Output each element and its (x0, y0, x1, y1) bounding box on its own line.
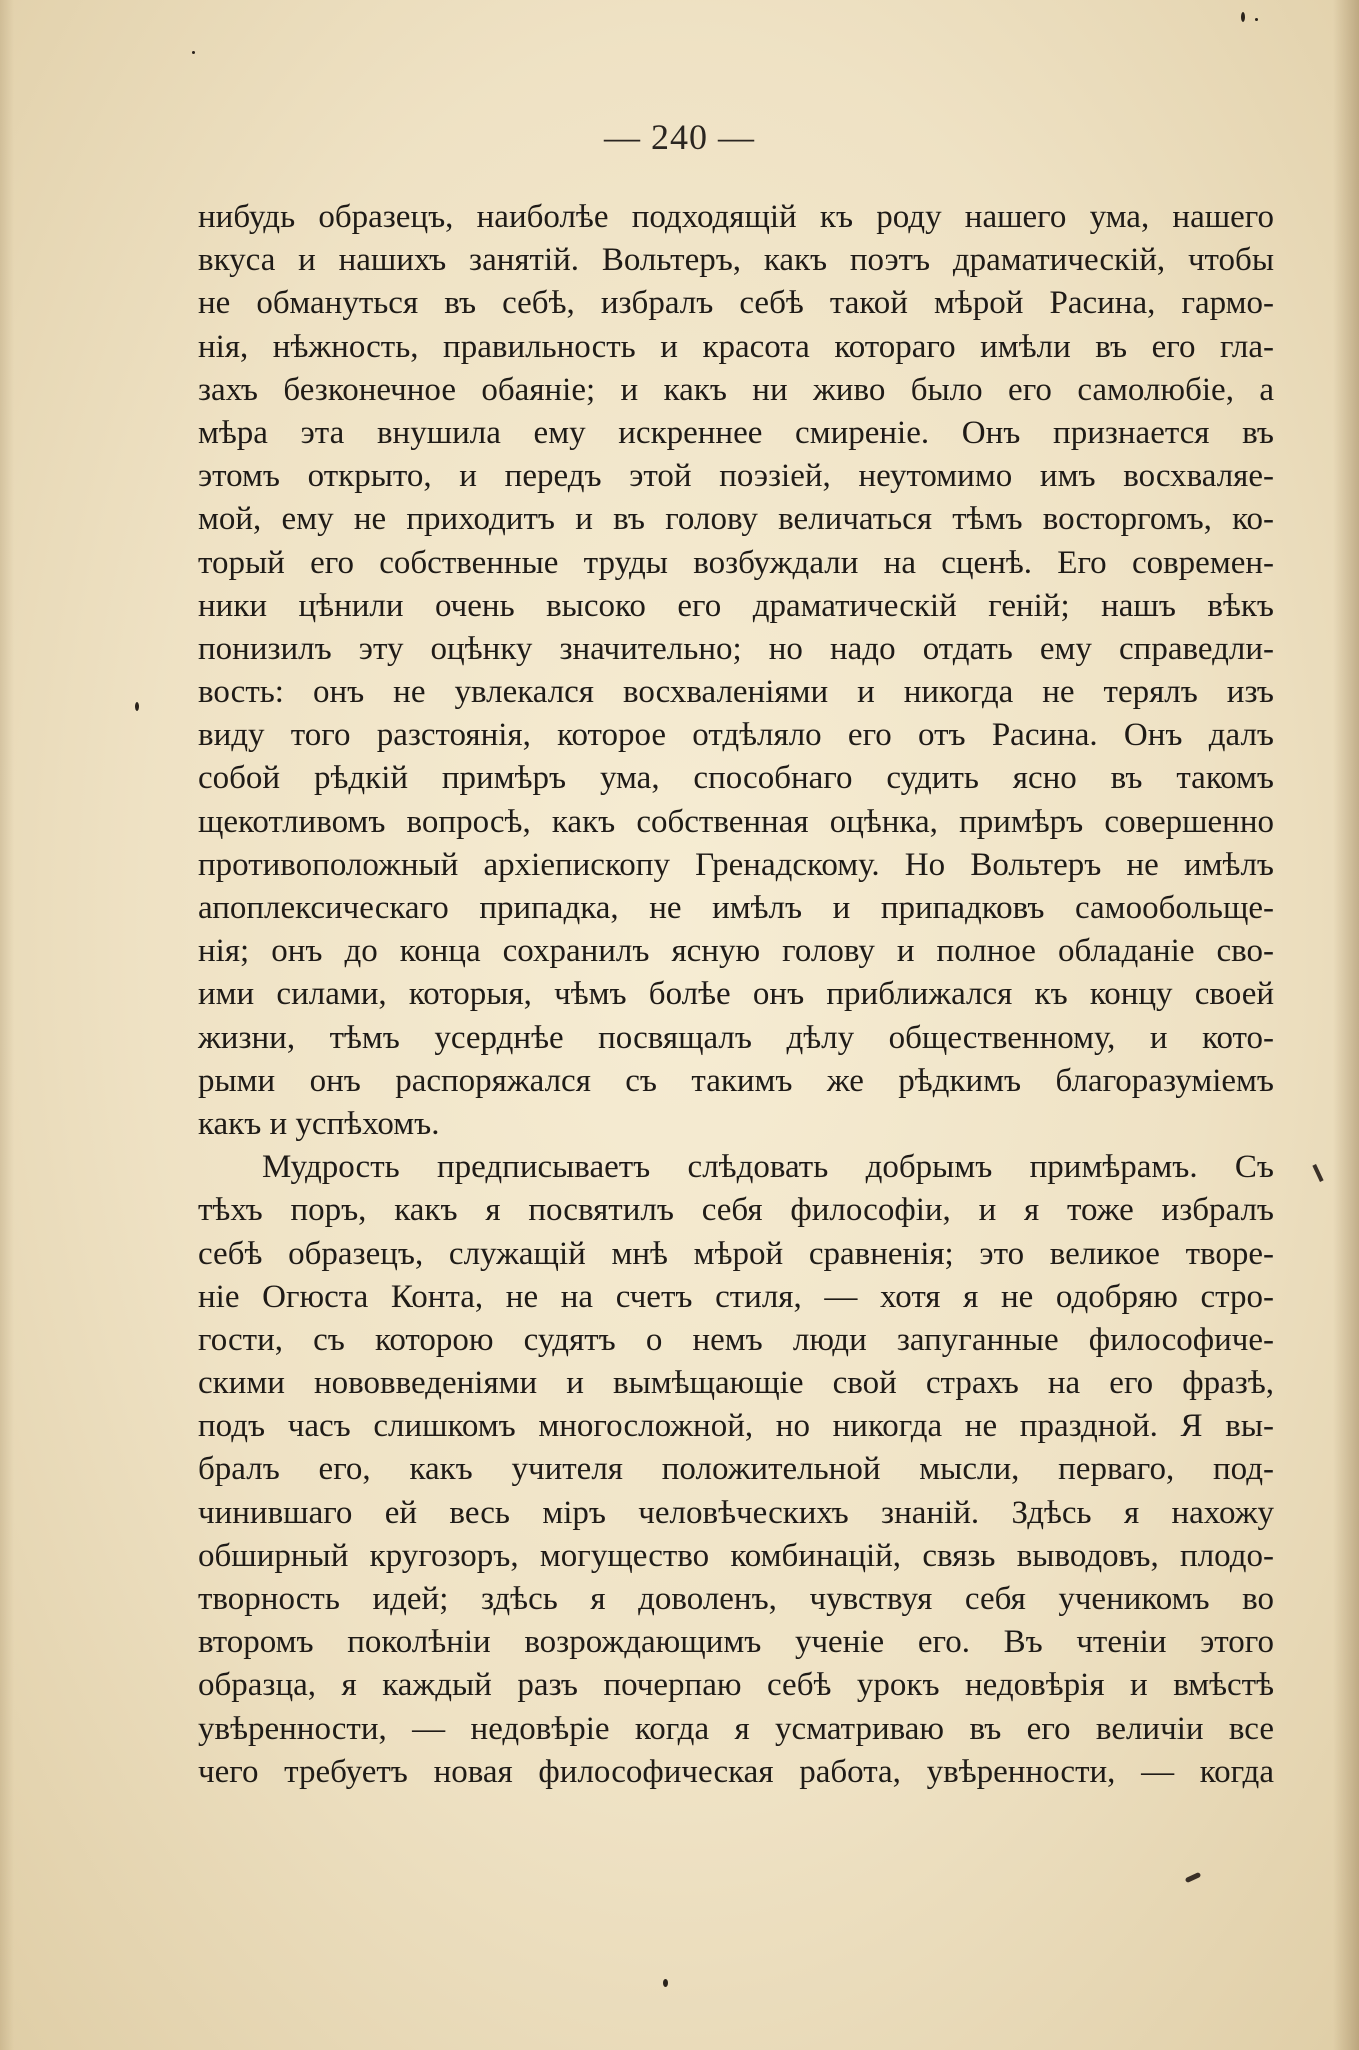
text-line: рыми онъ распоряжался съ такимъ же рѣдкимъ благоразуміемъ (198, 1062, 1274, 1099)
paragraph (198, 196, 1274, 1146)
text-line: какъ и успѣхомъ. (198, 1105, 440, 1142)
text-line: второмъ поколѣніи возрождающимъ ученіе его. Въ чтеніи этого (198, 1624, 1274, 1661)
text-line: ники цѣнили очень высоко его драматическій геній; нашъ вѣкъ (198, 587, 1274, 624)
text-line: себѣ образецъ, служащій мнѣ мѣрой сравненія; это великое творе- (198, 1235, 1274, 1272)
text-line: собой рѣдкій примѣръ ума, способнаго судить ясно въ такомъ (198, 760, 1274, 797)
text-line: мой, ему не приходитъ и въ голову величаться тѣмъ восторгомъ, ко- (198, 501, 1274, 538)
text-line: ніе Огюста Конта, не на счетъ стиля, — хотя я не одобряю стро- (198, 1278, 1274, 1315)
body-text (198, 196, 1274, 1794)
text-line: нія; онъ до конца сохранилъ ясную голову и полное обладаніе сво- (198, 933, 1274, 970)
page-number: — 240 — (604, 117, 755, 157)
text-line: гости, съ которою судятъ о немъ люди запуганные философиче- (198, 1321, 1274, 1358)
text-line: щекотливомъ вопросѣ, какъ собственная оцѣнка, примѣръ совершенно (198, 803, 1274, 840)
text-line: бралъ его, какъ учителя положительной мысли, перваго, под- (198, 1451, 1274, 1488)
text-line: чего требуетъ новая философическая работа, увѣренности, — когда (198, 1753, 1274, 1790)
text-line: тѣхъ поръ, какъ я посвятилъ себя философіи, и я тоже избралъ (198, 1192, 1274, 1229)
text-line: увѣренности, — недовѣріе когда я усматриваю въ его величіи все (198, 1710, 1274, 1747)
page-edge-shadow-right (1333, 0, 1359, 2050)
text-line: творность идей; здѣсь я доволенъ, чувствуя себя ученикомъ во (198, 1581, 1274, 1617)
page-edge-shadow-left (0, 0, 14, 2050)
ink-mark (1312, 1164, 1323, 1182)
ink-speck (663, 1979, 668, 1987)
text-line: обширный кругозоръ, могущество комбинацій, связь выводовъ, плодо- (198, 1537, 1274, 1574)
paragraph (198, 1146, 1274, 1794)
text-line: захъ безконечное обаяніе; и какъ ни живо было его самолюбіе, а (198, 371, 1274, 408)
text-line: виду того разстоянія, которое отдѣляло его отъ Расина. Онъ далъ (198, 717, 1274, 754)
text-line: Мудрость предписываетъ слѣдовать добрымъ примѣрамъ. Съ (262, 1149, 1274, 1186)
text-line: понизилъ эту оцѣнку значительно; но надо отдать ему справедли- (198, 630, 1274, 667)
text-line: противоположный архіепископу Гренадскому. Но Вольтеръ не имѣлъ (198, 846, 1274, 883)
text-line: торый его собственные труды возбуждали на сценѣ. Его современ- (198, 544, 1274, 581)
ink-mark (1185, 1872, 1202, 1883)
text-line: вкуса и нашихъ занятій. Вольтеръ, какъ поэтъ драматическій, чтобы (198, 242, 1274, 279)
text-line: ими силами, которыя, чѣмъ болѣе онъ приближался къ концу своей (198, 976, 1274, 1013)
text-line: нія, нѣжность, правильность и красота котораго имѣли въ его гла- (198, 328, 1274, 365)
ink-speck (1241, 12, 1245, 22)
text-line: жизни, тѣмъ усерднѣе посвящалъ дѣлу общественному, и кото- (198, 1019, 1274, 1056)
text-line: этомъ открыто, и передъ этой поэзіей, неутомимо имъ восхваляе- (198, 458, 1274, 495)
text-line: мѣра эта внушила ему искреннее смиреніе. Онъ признается въ (198, 414, 1274, 451)
ink-speck (135, 702, 139, 711)
text-line: вость: онъ не увлекался восхваленіями и никогда не терялъ изъ (198, 674, 1274, 711)
ink-speck (1255, 18, 1258, 21)
text-line: нибудь образецъ, наиболѣе подходящій къ роду нашего ума, нашего (198, 199, 1274, 235)
ink-speck (192, 51, 195, 54)
text-line: подъ часъ слишкомъ многосложной, но никогда не праздной. Я вы- (198, 1408, 1274, 1445)
text-line: апоплексическаго припадка, не имѣлъ и припадковъ самообольще- (198, 890, 1274, 926)
text-line: скими нововведеніями и вымѣщающіе свой страхъ на его фразѣ, (198, 1365, 1274, 1402)
text-line: образца, я каждый разъ почерпаю себѣ урокъ недовѣрія и вмѣстѣ (198, 1667, 1274, 1704)
text-line: не обмануться въ себѣ, избралъ себѣ такой мѣрой Расина, гармо- (198, 285, 1274, 322)
text-line: чинившаго ей весь міръ человѣческихъ знаній. Здѣсь я нахожу (198, 1494, 1274, 1531)
